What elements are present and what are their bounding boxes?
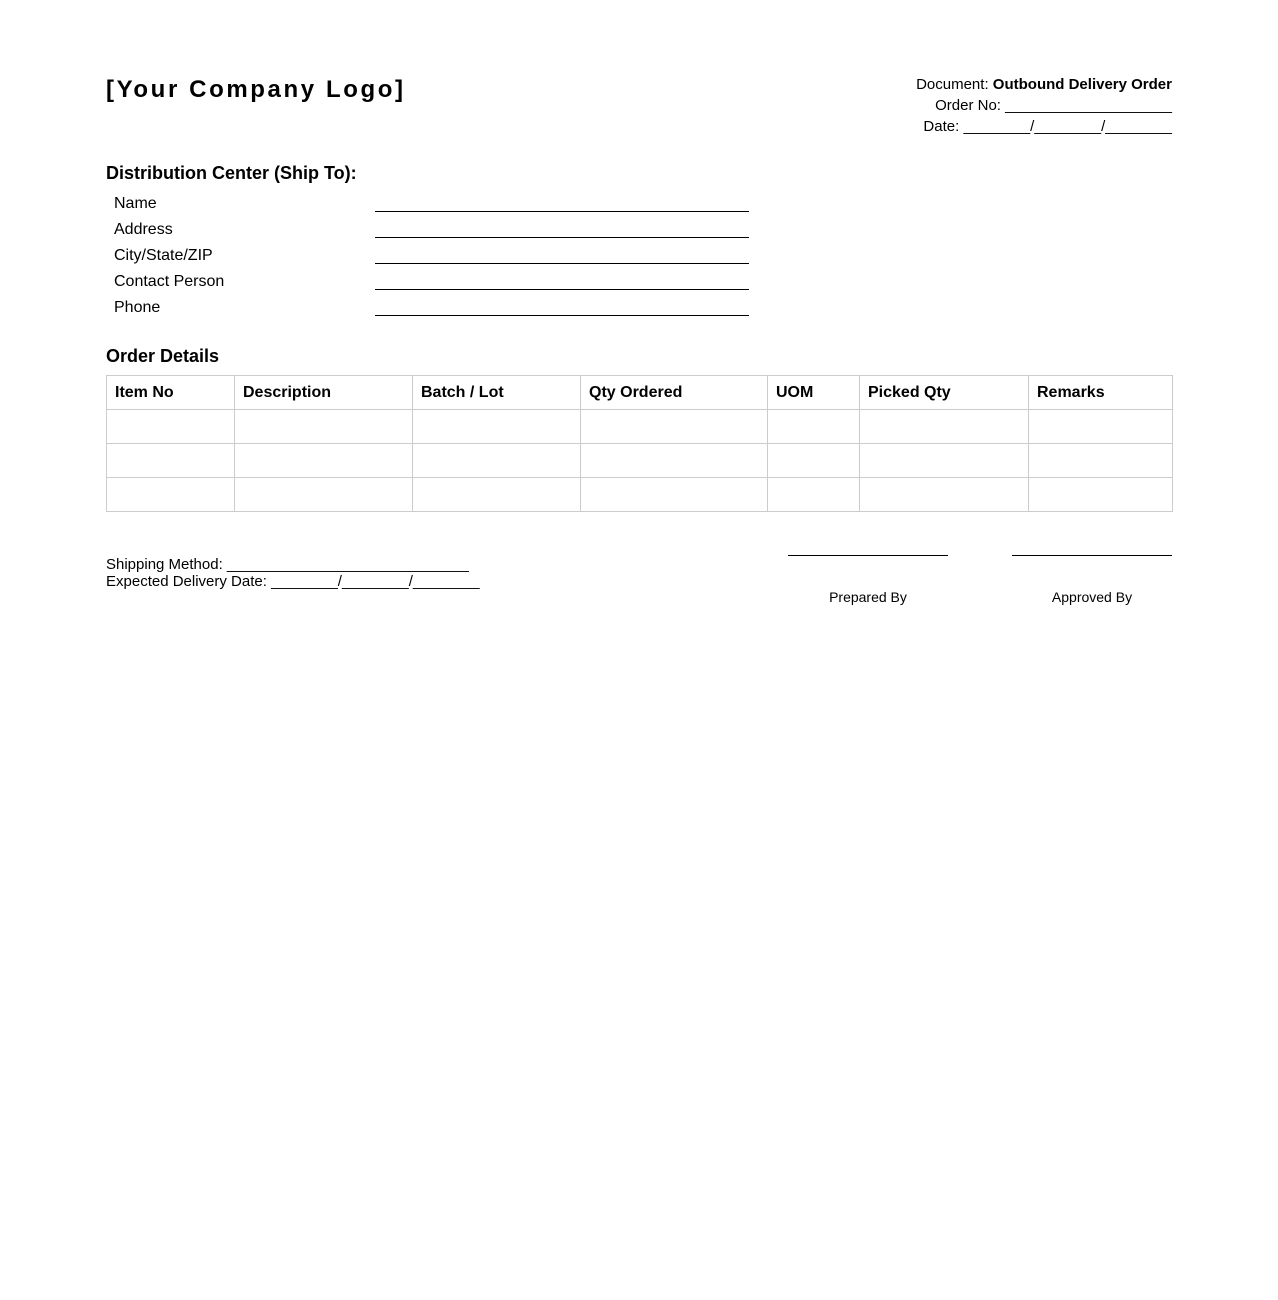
- table-cell[interactable]: [107, 478, 235, 512]
- column-header-batch-lot: Batch / Lot: [413, 376, 581, 410]
- table-cell[interactable]: [768, 478, 860, 512]
- expected-delivery-date-field[interactable]: Expected Delivery Date: ________/________/________: [106, 573, 480, 590]
- shipping-method-field[interactable]: Shipping Method: _____________________________: [106, 556, 469, 573]
- table-cell[interactable]: [235, 478, 413, 512]
- column-header-qty-ordered: Qty Ordered: [581, 376, 768, 410]
- ship-to-input-contact-person[interactable]: [375, 289, 749, 290]
- table-cell[interactable]: [107, 444, 235, 478]
- ship-to-input-city-state-zip[interactable]: [375, 263, 749, 264]
- column-header-description: Description: [235, 376, 413, 410]
- column-header-uom: UOM: [768, 376, 860, 410]
- ship-to-input-phone[interactable]: [375, 315, 749, 316]
- document-type: [916, 76, 1172, 94]
- ship-to-label-phone: Phone: [114, 299, 161, 316]
- column-header-picked-qty: Picked Qty: [860, 376, 1029, 410]
- table-header-row: [107, 376, 1173, 410]
- table-cell[interactable]: [235, 444, 413, 478]
- approved-by-label: Approved By: [1051, 589, 1133, 605]
- document-value: Outbound Delivery Order: [992, 76, 1172, 93]
- table-row: [107, 444, 1173, 478]
- document-label: Document:: [916, 76, 989, 93]
- ship-to-input-address[interactable]: [375, 237, 749, 238]
- ship-to-title: Distribution Center (Ship To):: [106, 163, 357, 183]
- prepared-by-label: Prepared By: [829, 589, 907, 605]
- table-cell[interactable]: [1029, 478, 1173, 512]
- order-details-table: [106, 375, 1173, 512]
- table-cell[interactable]: [413, 444, 581, 478]
- table-cell[interactable]: [235, 410, 413, 444]
- table-cell[interactable]: [860, 444, 1029, 478]
- order-details-title: Order Details: [106, 346, 220, 366]
- column-header-item-no: Item No: [107, 376, 235, 410]
- table-cell[interactable]: [413, 478, 581, 512]
- table-cell[interactable]: [1029, 444, 1173, 478]
- ship-to-label-city-state-zip: City/State/ZIP: [114, 247, 213, 264]
- approved-by-signature-line[interactable]: [1012, 555, 1172, 556]
- order-no-field[interactable]: Order No: ____________________: [935, 97, 1172, 114]
- table-cell[interactable]: [581, 478, 768, 512]
- table-cell[interactable]: [768, 444, 860, 478]
- table-cell[interactable]: [860, 410, 1029, 444]
- table-row: [107, 478, 1173, 512]
- table-cell[interactable]: [860, 478, 1029, 512]
- table-cell[interactable]: [581, 444, 768, 478]
- table-cell[interactable]: [581, 410, 768, 444]
- table-row: [107, 410, 1173, 444]
- ship-to-label-name: Name: [114, 195, 157, 212]
- table-cell[interactable]: [1029, 410, 1173, 444]
- table-cell[interactable]: [107, 410, 235, 444]
- date-field[interactable]: Date: ________/________/________: [923, 118, 1172, 135]
- ship-to-input-name[interactable]: [375, 211, 749, 212]
- ship-to-label-address: Address: [114, 221, 173, 238]
- prepared-by-signature-line[interactable]: [788, 555, 948, 556]
- company-logo-placeholder: [Your Company Logo]: [106, 76, 406, 103]
- table-cell[interactable]: [768, 410, 860, 444]
- column-header-remarks: Remarks: [1029, 376, 1173, 410]
- ship-to-label-contact-person: Contact Person: [114, 273, 225, 290]
- table-cell[interactable]: [413, 410, 581, 444]
